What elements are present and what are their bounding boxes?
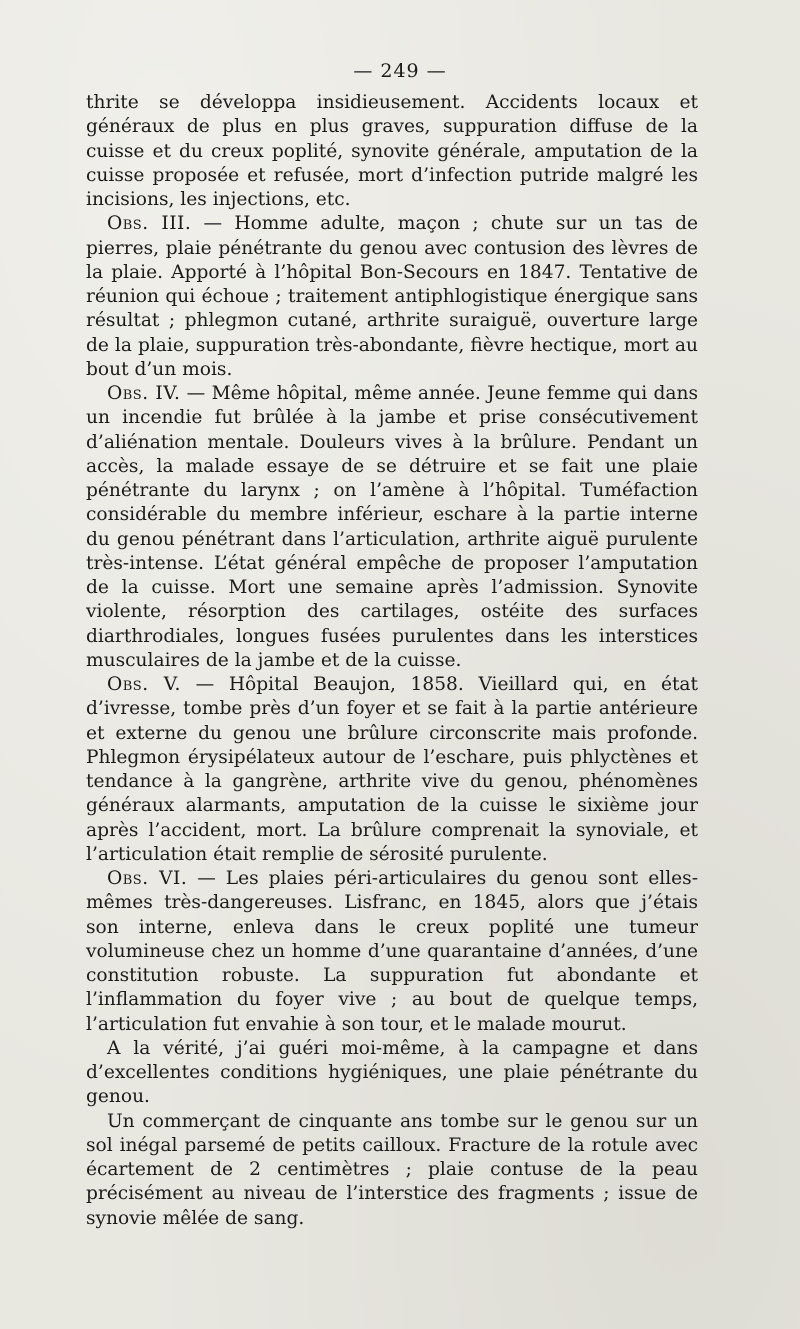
- paragraph-text: A la vérité, j’ai guéri moi-même, à la campagne et dans d’excellentes conditions hygiéniques, une plaie pénétrante du genou.: [86, 1037, 698, 1108]
- paragraph-text-block: [86, 1110, 698, 1231]
- observation-label: Obs. IV.: [107, 383, 181, 404]
- page-number: — 249 —: [353, 60, 447, 82]
- paragraph-obs-5: [86, 673, 698, 867]
- paragraph-obs-3: [86, 212, 698, 382]
- observation-label: Obs. III.: [107, 213, 192, 235]
- observation-label: Obs. VI.: [107, 868, 188, 889]
- paragraph-obs-4: [86, 382, 698, 673]
- paragraph-text-block: [86, 1037, 698, 1110]
- paragraph-text: — Homme adulte, maçon ; chute sur un tas de pierres, plaie pénétrante du genou avec contusion des lèvres de la plaie. Apporté à l’hôpital Bon-Secours en 1847. Tentative de réunion qui échoue ; traitement antiphlogistique énergique sans résultat ; phlegmon cutané, arthrite suraiguë, ouverture large de la plaie, suppuration très-abondante, fièvre hectique, mort au bout d’un mois.: [86, 213, 698, 380]
- paragraph-text: Un commerçant de cinquante ans tombe sur le genou sur un sol inégal parsemé de petits cailloux. Fracture de la rotule avec écartement de 2 centimètres ; plaie contuse de la peau précisément au niveau de l’interstice des fragments ; issue de synovie mêlée de sang.: [86, 1110, 698, 1229]
- observation-label: Obs. V.: [107, 674, 181, 695]
- paragraph-obs-6: [86, 867, 698, 1037]
- paragraph-text: thrite se développa insidieusement. Accidents locaux et généraux de plus en plus graves, suppuration diffuse de la cuisse et du creux poplité, synovite générale, amputation de la cuisse proposée et refusée, mort d’infection putride malgré les incisions, les injections, etc.: [86, 92, 698, 210]
- paragraph-text: — Hôpital Beaujon, 1858. Vieillard qui, en état d’ivresse, tombe près d’un foyer et se fait à la partie antérieure et externe du genou une brûlure circonscrite mais profonde. Phlegmon érysipélateux autour de l’eschare, puis phlyctènes et tendance à la gangrène, arthrite vive du genou, phénomènes généraux alarmants, amputation de la cuisse le sixième jour après l’accident, mort. La brûlure comprenait la synoviale, et l’articulation était remplie de sérosité purulente.: [86, 674, 698, 865]
- paragraph-text: — Les plaies péri-articulaires du genou sont elles-mêmes très-dangereuses. Lisfranc, en 1845, alors que j’étais son interne, enleva dans le creux poplité une tumeur volumineuse chez un homme d’une quarantaine d’années, d’une constitution robuste. La suppuration fut abondante et l’inflammation du foyer vive ; au bout de quelque temps, l’articulation fut envahie à son tour, et le malade mourut.: [86, 868, 698, 1035]
- paragraph-text: — Même hôpital, même année. Jeune femme qui dans un incendie fut brûlée à la jambe et prise consécutivement d’aliénation mentale. Douleurs vives à la brûlure. Pendant un accès, la malade essaye de se détruire et se fait une plaie pénétrante du larynx ; on l’amène à l’hôpital. Tuméfaction considérable du membre inférieur, eschare à la partie interne du genou pénétrant dans l’articulation, arthrite aiguë purulente très-intense. L’état général empêche de proposer l’amputation de la cuisse. Mort une semaine après l’admission. Synovite violente, résorption des cartilages, ostéite des surfaces diarthrodiales, longues fusées purulentes dans les interstices musculaires de la jambe et de la cuisse.: [86, 383, 698, 671]
- paragraph-continuation: [86, 91, 698, 212]
- body-text: [86, 91, 698, 1231]
